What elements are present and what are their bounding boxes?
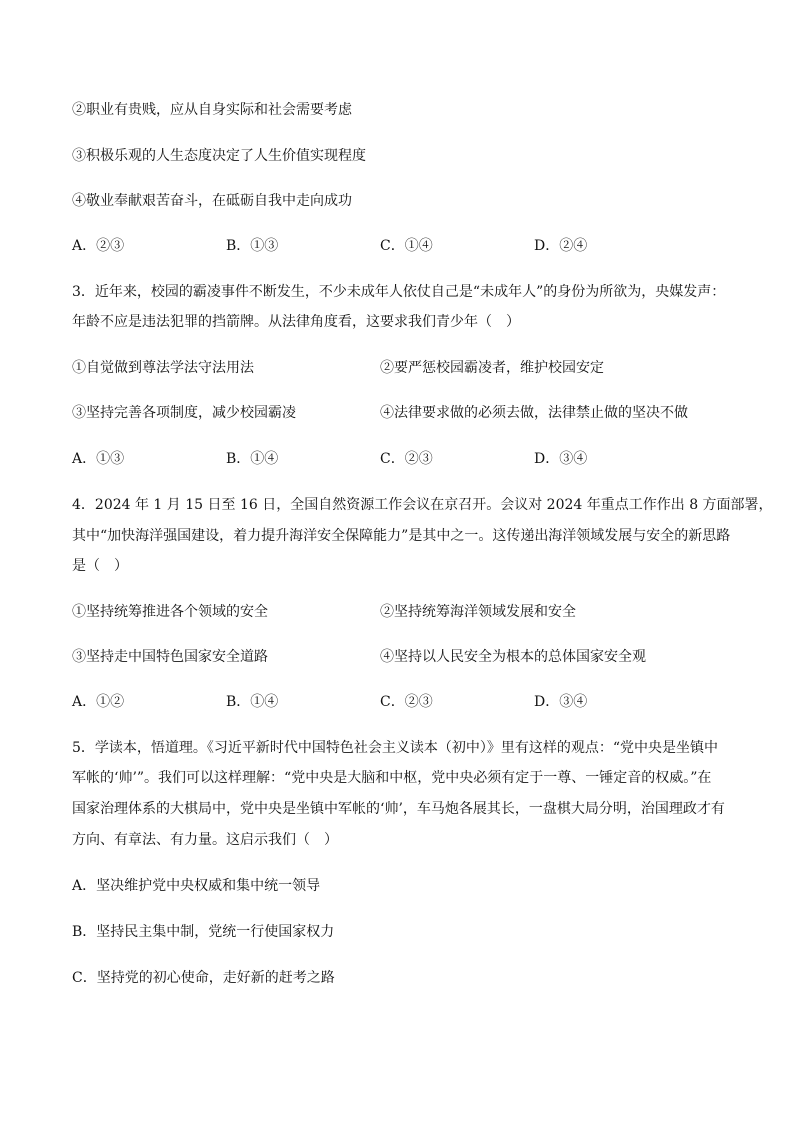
q4-stem-line-2: 其中“加快海洋强国建设，着力提升海洋安全保障能力”是其中之一。这传递出海洋领域发展与安全的新思路 <box>72 528 731 544</box>
q2-option-b[interactable]: B．①③ <box>226 238 279 254</box>
q4-statement-4: ④坚持以人民安全为根本的总体国家安全观 <box>380 649 646 665</box>
q3-statement-1: ①自觉做到尊法学法守法用法 <box>72 360 254 376</box>
q3-stem-line-2: 年龄不应是违法犯罪的挡箭牌。从法律角度看，这要求我们青少年（ ） <box>72 314 520 330</box>
q3-option-b[interactable]: B．①④ <box>226 451 279 467</box>
q5-option-a[interactable]: A．坚决维护党中央权威和集中统一领导 <box>72 878 321 894</box>
q5-stem-line-4: 方向、有章法、有力量。这启示我们（ ） <box>72 832 338 848</box>
q4-stem-line-1: 4．2024 年 1 月 15 日至 16 日，全国自然资源工作会议在京召开。会议对 2024 年重点工作作出 8 方面部署， <box>72 497 773 513</box>
q4-stem-line-3: 是（ ） <box>72 558 128 574</box>
q2-statement-2: ②职业有贵贱，应从自身实际和社会需要考虑 <box>72 102 352 118</box>
q4-option-a[interactable]: A．①② <box>72 694 125 710</box>
q2-statement-4: ④敬业奉献艰苦奋斗，在砥砺自我中走向成功 <box>72 193 352 209</box>
q4-option-d[interactable]: D．③④ <box>534 694 588 710</box>
q3-option-d[interactable]: D．③④ <box>534 451 588 467</box>
q2-option-a[interactable]: A．②③ <box>72 238 125 254</box>
q5-option-b[interactable]: B．坚持民主集中制，党统一行使国家权力 <box>72 924 335 940</box>
q3-option-c[interactable]: C．②③ <box>380 451 433 467</box>
q2-option-d[interactable]: D．②④ <box>534 238 588 254</box>
q3-statement-4: ④法律要求做的必须去做，法律禁止做的坚决不做 <box>380 405 688 421</box>
q4-option-c[interactable]: C．②③ <box>380 694 433 710</box>
q5-option-c[interactable]: C．坚持党的初心使命，走好新的赶考之路 <box>72 970 335 986</box>
q4-statement-1: ①坚持统筹推进各个领域的安全 <box>72 604 268 620</box>
q4-option-b[interactable]: B．①④ <box>226 694 279 710</box>
q3-statement-3: ③坚持完善各项制度，减少校园霸凌 <box>72 405 296 421</box>
q3-option-a[interactable]: A．①③ <box>72 451 125 467</box>
q2-option-c[interactable]: C．①④ <box>380 238 433 254</box>
q4-statement-2: ②坚持统筹海洋领域发展和安全 <box>380 604 576 620</box>
q4-statement-3: ③坚持走中国特色国家安全道路 <box>72 649 268 665</box>
q3-statement-2: ②要严惩校园霸凌者，维护校园安定 <box>380 360 604 376</box>
q5-stem-line-1: 5．学读本，悟道理。《习近平新时代中国特色社会主义读本（初中）》里有这样的观点：“党中央是坐镇中 <box>72 740 719 756</box>
q2-statement-3: ③积极乐观的人生态度决定了人生价值实现程度 <box>72 148 366 164</box>
q3-stem-line-1: 3．近年来，校园的霸凌事件不断发生，不少未成年人依仗自己是“未成年人”的身份为所欲为，央媒发声： <box>72 284 726 300</box>
q5-stem-line-2: 军帐的‘帅’”。我们可以这样理解：“党中央是大脑和中枢，党中央必须有定于一尊、一锤定音的权威。”在 <box>72 770 712 786</box>
q5-stem-line-3: 国家治理体系的大棋局中，党中央是坐镇中军帐的‘帅’，车马炮各展其长，一盘棋大局分明，治国理政才有 <box>72 801 725 817</box>
